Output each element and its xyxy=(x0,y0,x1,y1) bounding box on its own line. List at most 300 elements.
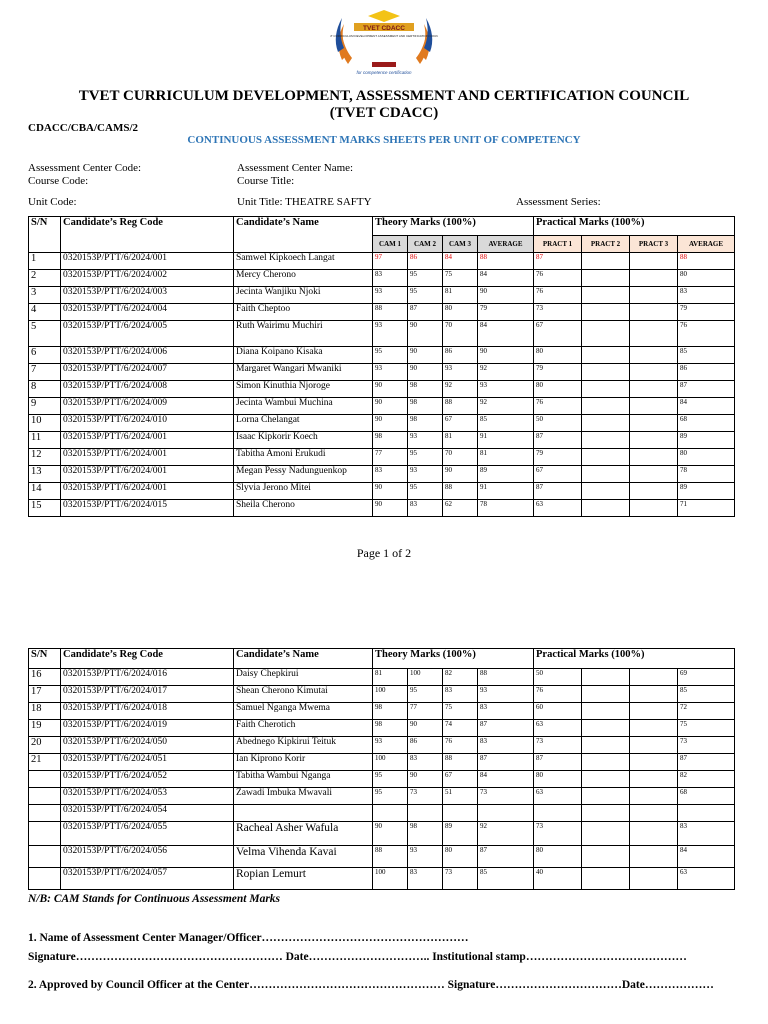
row-practical-average: 79 xyxy=(678,304,735,321)
row-cam2: 90 xyxy=(408,321,443,347)
row-cam3: 75 xyxy=(443,703,478,720)
row-pract3 xyxy=(630,686,678,703)
row-cam1 xyxy=(373,805,408,822)
row-cam1: 81 xyxy=(373,669,408,686)
row-cam3: 86 xyxy=(443,347,478,364)
row-sn: 7 xyxy=(29,364,61,381)
row-theory-average: 93 xyxy=(478,686,534,703)
row-pract3 xyxy=(630,364,678,381)
row-cam2: 95 xyxy=(408,270,443,287)
row-cam1: 77 xyxy=(373,449,408,466)
unit-code-label: Unit Code: xyxy=(28,196,77,208)
sn-header: S/N xyxy=(29,217,61,253)
row-pract3 xyxy=(630,846,678,868)
row-candidate-name: Samwel Kipkoech Langat xyxy=(234,253,373,270)
table-row xyxy=(29,805,735,822)
row-theory-average: 81 xyxy=(478,449,534,466)
row-cam1: 90 xyxy=(373,381,408,398)
row-practical-average: 83 xyxy=(678,287,735,304)
row-pract1: 40 xyxy=(534,868,582,890)
row-theory-average: 85 xyxy=(478,868,534,890)
row-sn: 6 xyxy=(29,347,61,364)
row-sn: 21 xyxy=(29,754,61,771)
row-cam1: 93 xyxy=(373,737,408,754)
row-cam2: 77 xyxy=(408,703,443,720)
row-candidate-name: Velma Vihenda Kavai xyxy=(234,846,373,868)
row-sn: 1 xyxy=(29,253,61,270)
signature-date-stamp-line: Signature……………………………………………… Date………………………….. Institutional stamp…………………………………… xyxy=(28,951,687,963)
row-pract2 xyxy=(582,432,630,449)
row-candidate-name: Abednego Kipkirui Teituk xyxy=(234,737,373,754)
row-pract3 xyxy=(630,720,678,737)
reg-code-header: Candidate’s Reg Code xyxy=(61,217,234,253)
row-cam1: 98 xyxy=(373,703,408,720)
row-theory-average: 83 xyxy=(478,737,534,754)
row-cam2: 90 xyxy=(408,364,443,381)
row-cam3: 67 xyxy=(443,771,478,788)
row-practical-average: 85 xyxy=(678,347,735,364)
row-pract2 xyxy=(582,788,630,805)
row-pract3 xyxy=(630,500,678,517)
table-row xyxy=(29,287,735,304)
row-candidate-name: Diana Koipano Kisaka xyxy=(234,347,373,364)
table-row xyxy=(29,321,735,347)
row-cam3: 75 xyxy=(443,270,478,287)
row-sn: 14 xyxy=(29,483,61,500)
cam-note: N/B: CAM Stands for Continuous Assessment Marks xyxy=(28,893,281,905)
row-theory-average: 79 xyxy=(478,304,534,321)
table-row xyxy=(29,754,735,771)
row-theory-average: 87 xyxy=(478,846,534,868)
row-pract1: 63 xyxy=(534,788,582,805)
row-pract2 xyxy=(582,846,630,868)
row-candidate-name xyxy=(234,805,373,822)
row-reg-code: 0320153P/PTT/6/2024/018 xyxy=(61,703,234,720)
cam3-header: CAM 3 xyxy=(443,236,478,253)
theory-marks-header: Theory Marks (100%) xyxy=(373,217,534,236)
row-cam3: 81 xyxy=(443,432,478,449)
row-cam3: 81 xyxy=(443,287,478,304)
row-sn xyxy=(29,822,61,846)
row-pract1: 80 xyxy=(534,771,582,788)
row-reg-code: 0320153P/PTT/6/2024/003 xyxy=(61,287,234,304)
row-cam3: 74 xyxy=(443,720,478,737)
row-reg-code: 0320153P/PTT/6/2024/001 xyxy=(61,449,234,466)
row-pract1: 87 xyxy=(534,432,582,449)
row-cam2: 90 xyxy=(408,347,443,364)
row-pract2 xyxy=(582,822,630,846)
row-cam3: 80 xyxy=(443,304,478,321)
row-pract2 xyxy=(582,500,630,517)
row-practical-average: 87 xyxy=(678,381,735,398)
row-sn: 2 xyxy=(29,270,61,287)
table-row xyxy=(29,669,735,686)
row-pract1: 63 xyxy=(534,720,582,737)
row-sn: 5 xyxy=(29,321,61,347)
row-cam2: 73 xyxy=(408,788,443,805)
row-sn: 17 xyxy=(29,686,61,703)
row-practical-average: 85 xyxy=(678,686,735,703)
table-row xyxy=(29,304,735,321)
row-sn: 11 xyxy=(29,432,61,449)
row-practical-average: 71 xyxy=(678,500,735,517)
row-pract1: 76 xyxy=(534,287,582,304)
row-candidate-name: Simon Kinuthia Njoroge xyxy=(234,381,373,398)
row-pract2 xyxy=(582,347,630,364)
row-cam2: 95 xyxy=(408,483,443,500)
row-practical-average: 63 xyxy=(678,868,735,890)
row-pract3 xyxy=(630,381,678,398)
row-cam1: 88 xyxy=(373,304,408,321)
assessment-series-label: Assessment Series: xyxy=(516,196,601,208)
row-cam3: 88 xyxy=(443,398,478,415)
row-cam1: 90 xyxy=(373,415,408,432)
row-cam2: 93 xyxy=(408,432,443,449)
row-cam1: 83 xyxy=(373,270,408,287)
row-pract3 xyxy=(630,321,678,347)
row-practical-average: 84 xyxy=(678,398,735,415)
center-name-label: Assessment Center Name: xyxy=(237,162,354,174)
row-theory-average xyxy=(478,805,534,822)
practical-marks-header: Practical Marks (100%) xyxy=(534,649,735,669)
row-sn: 8 xyxy=(29,381,61,398)
row-pract2 xyxy=(582,287,630,304)
row-pract3 xyxy=(630,805,678,822)
row-candidate-name: Samuel Nganga Mwema xyxy=(234,703,373,720)
table-row xyxy=(29,364,735,381)
candidate-name-header: Candidate’s Name xyxy=(234,649,373,669)
row-pract2 xyxy=(582,381,630,398)
table-row xyxy=(29,822,735,846)
row-pract3 xyxy=(630,788,678,805)
row-theory-average: 84 xyxy=(478,270,534,287)
row-theory-average: 91 xyxy=(478,432,534,449)
svg-text:for competence certification: for competence certification xyxy=(356,70,412,75)
row-reg-code: 0320153P/PTT/6/2024/001 xyxy=(61,466,234,483)
row-practical-average: 76 xyxy=(678,321,735,347)
row-theory-average: 73 xyxy=(478,788,534,805)
row-sn: 3 xyxy=(29,287,61,304)
row-cam1: 98 xyxy=(373,432,408,449)
row-theory-average: 89 xyxy=(478,466,534,483)
row-cam2: 98 xyxy=(408,822,443,846)
row-practical-average xyxy=(678,805,735,822)
row-cam2: 95 xyxy=(408,686,443,703)
table-row xyxy=(29,846,735,868)
row-pract2 xyxy=(582,270,630,287)
row-candidate-name: Faith Cherotich xyxy=(234,720,373,737)
row-pract3 xyxy=(630,415,678,432)
row-reg-code: 0320153P/PTT/6/2024/017 xyxy=(61,686,234,703)
row-pract1: 76 xyxy=(534,398,582,415)
row-pract1: 73 xyxy=(534,304,582,321)
row-cam1: 95 xyxy=(373,347,408,364)
row-practical-average: 73 xyxy=(678,737,735,754)
table-row xyxy=(29,449,735,466)
row-pract1 xyxy=(534,805,582,822)
row-sn: 10 xyxy=(29,415,61,432)
practical-marks-header: Practical Marks (100%) xyxy=(534,217,735,236)
row-candidate-name: Sheila Cherono xyxy=(234,500,373,517)
row-reg-code: 0320153P/PTT/6/2024/007 xyxy=(61,364,234,381)
row-cam1: 100 xyxy=(373,754,408,771)
cam1-header: CAM 1 xyxy=(373,236,408,253)
row-cam2: 83 xyxy=(408,500,443,517)
center-manager-line: 1. Name of Assessment Center Manager/Officer……………………………………………… xyxy=(28,932,469,944)
row-candidate-name: Ian Kiprono Korir xyxy=(234,754,373,771)
row-reg-code: 0320153P/PTT/6/2024/001 xyxy=(61,253,234,270)
table-row xyxy=(29,253,735,270)
row-candidate-name: Slyvia Jerono Mitei xyxy=(234,483,373,500)
table-row xyxy=(29,466,735,483)
row-cam1: 100 xyxy=(373,868,408,890)
table-row xyxy=(29,788,735,805)
row-cam3: 73 xyxy=(443,868,478,890)
row-cam3: 80 xyxy=(443,846,478,868)
row-practical-average: 69 xyxy=(678,669,735,686)
row-cam1: 90 xyxy=(373,822,408,846)
row-practical-average: 80 xyxy=(678,449,735,466)
row-theory-average: 92 xyxy=(478,364,534,381)
row-sn xyxy=(29,805,61,822)
row-pract1: 73 xyxy=(534,822,582,846)
row-reg-code: 0320153P/PTT/6/2024/005 xyxy=(61,321,234,347)
row-reg-code: 0320153P/PTT/6/2024/008 xyxy=(61,381,234,398)
course-code-label: Course Code: xyxy=(28,175,89,187)
row-reg-code: 0320153P/PTT/6/2024/054 xyxy=(61,805,234,822)
row-pract1: 87 xyxy=(534,253,582,270)
table-row xyxy=(29,868,735,890)
row-pract2 xyxy=(582,868,630,890)
council-officer-approval-line: 2. Approved by Council Officer at the Center…………………………………………… Signature……………………………Date……………… xyxy=(28,979,714,991)
row-cam3: 83 xyxy=(443,686,478,703)
row-reg-code: 0320153P/PTT/6/2024/051 xyxy=(61,754,234,771)
row-practical-average: 89 xyxy=(678,432,735,449)
row-pract2 xyxy=(582,805,630,822)
marks-table-page2 xyxy=(28,648,735,890)
row-pract2 xyxy=(582,720,630,737)
row-cam1: 95 xyxy=(373,788,408,805)
row-cam1: 90 xyxy=(373,500,408,517)
row-pract3 xyxy=(630,347,678,364)
row-pract2 xyxy=(582,415,630,432)
row-sn: 16 xyxy=(29,669,61,686)
row-pract2 xyxy=(582,703,630,720)
row-candidate-name: Isaac Kipkorir Koech xyxy=(234,432,373,449)
row-pract3 xyxy=(630,822,678,846)
cam2-header: CAM 2 xyxy=(408,236,443,253)
row-pract2 xyxy=(582,754,630,771)
row-reg-code: 0320153P/PTT/6/2024/055 xyxy=(61,822,234,846)
row-practical-average: 80 xyxy=(678,270,735,287)
row-practical-average: 89 xyxy=(678,483,735,500)
row-candidate-name: Ruth Wairimu Muchiri xyxy=(234,321,373,347)
row-pract1: 79 xyxy=(534,449,582,466)
row-reg-code: 0320153P/PTT/6/2024/001 xyxy=(61,432,234,449)
row-reg-code: 0320153P/PTT/6/2024/001 xyxy=(61,483,234,500)
row-pract1: 80 xyxy=(534,381,582,398)
row-practical-average: 78 xyxy=(678,466,735,483)
row-practical-average: 83 xyxy=(678,822,735,846)
row-pract3 xyxy=(630,398,678,415)
row-reg-code: 0320153P/PTT/6/2024/016 xyxy=(61,669,234,686)
row-cam2: 86 xyxy=(408,737,443,754)
row-pract2 xyxy=(582,483,630,500)
row-pract1: 67 xyxy=(534,466,582,483)
row-sn xyxy=(29,846,61,868)
row-reg-code: 0320153P/PTT/6/2024/057 xyxy=(61,868,234,890)
row-theory-average: 88 xyxy=(478,669,534,686)
row-practical-average: 86 xyxy=(678,364,735,381)
row-practical-average: 72 xyxy=(678,703,735,720)
row-pract2 xyxy=(582,364,630,381)
row-pract2 xyxy=(582,321,630,347)
row-pract1: 67 xyxy=(534,321,582,347)
row-pract3 xyxy=(630,868,678,890)
table-row xyxy=(29,432,735,449)
row-practical-average: 68 xyxy=(678,415,735,432)
row-pract1: 63 xyxy=(534,500,582,517)
row-sn: 12 xyxy=(29,449,61,466)
row-sn: 13 xyxy=(29,466,61,483)
row-reg-code: 0320153P/PTT/6/2024/052 xyxy=(61,771,234,788)
row-cam1: 90 xyxy=(373,398,408,415)
row-candidate-name: Megan Pessy Nadunguenkop xyxy=(234,466,373,483)
page-number: Page 1 of 2 xyxy=(356,546,412,560)
row-cam1: 95 xyxy=(373,771,408,788)
row-cam2: 90 xyxy=(408,771,443,788)
row-pract2 xyxy=(582,669,630,686)
row-candidate-name: Tabitha Wambui Nganga xyxy=(234,771,373,788)
row-pract3 xyxy=(630,270,678,287)
row-pract1: 76 xyxy=(534,270,582,287)
row-cam3: 76 xyxy=(443,737,478,754)
row-candidate-name: Daisy Chepkirui xyxy=(234,669,373,686)
row-reg-code: 0320153P/PTT/6/2024/015 xyxy=(61,500,234,517)
row-candidate-name: Jecinta Wambui Muchina xyxy=(234,398,373,415)
row-pract1: 73 xyxy=(534,737,582,754)
row-cam1: 100 xyxy=(373,686,408,703)
row-cam2: 83 xyxy=(408,754,443,771)
row-theory-average: 87 xyxy=(478,754,534,771)
row-cam2: 98 xyxy=(408,398,443,415)
row-cam3: 67 xyxy=(443,415,478,432)
row-cam2 xyxy=(408,805,443,822)
table-row xyxy=(29,398,735,415)
row-pract2 xyxy=(582,686,630,703)
row-practical-average: 82 xyxy=(678,771,735,788)
row-cam1: 97 xyxy=(373,253,408,270)
row-pract1: 50 xyxy=(534,415,582,432)
practical-average-header: AVERAGE xyxy=(678,236,735,253)
row-reg-code: 0320153P/PTT/6/2024/056 xyxy=(61,846,234,868)
row-reg-code: 0320153P/PTT/6/2024/019 xyxy=(61,720,234,737)
course-title-label: Course Title: xyxy=(237,175,295,187)
row-theory-average: 84 xyxy=(478,321,534,347)
table-row xyxy=(29,686,735,703)
row-cam2: 90 xyxy=(408,720,443,737)
row-theory-average: 90 xyxy=(478,347,534,364)
candidate-name-header: Candidate’s Name xyxy=(234,217,373,253)
row-sn xyxy=(29,788,61,805)
row-pract1: 79 xyxy=(534,364,582,381)
row-pract2 xyxy=(582,398,630,415)
council-title: TVET CURRICULUM DEVELOPMENT, ASSESSMENT AND CERTIFICATION COUNCIL xyxy=(78,88,690,104)
document-code: CDACC/CBA/CAMS/2 xyxy=(28,122,138,134)
row-candidate-name: Tabitha Amoni Erukudi xyxy=(234,449,373,466)
row-reg-code: 0320153P/PTT/6/2024/004 xyxy=(61,304,234,321)
council-abbrev: (TVET CDACC) xyxy=(329,105,439,121)
svg-text:TVET CURRICULUM DEVELOPMENT AS: TVET CURRICULUM DEVELOPMENT ASSESSMENT AND CERTIFICATION COUNCIL xyxy=(330,34,438,38)
row-candidate-name: Faith Cheptoo xyxy=(234,304,373,321)
row-candidate-name: Racheal Asher Wafula xyxy=(234,822,373,846)
row-sn: 18 xyxy=(29,703,61,720)
pract2-header: PRACT 2 xyxy=(582,236,630,253)
row-cam2: 87 xyxy=(408,304,443,321)
row-pract1: 60 xyxy=(534,703,582,720)
unit-title-label: Unit Title: THEATRE SAFTY xyxy=(237,196,372,208)
row-theory-average: 88 xyxy=(478,253,534,270)
row-cam3 xyxy=(443,805,478,822)
row-cam2: 95 xyxy=(408,287,443,304)
row-pract2 xyxy=(582,253,630,270)
table-row xyxy=(29,415,735,432)
row-pract2 xyxy=(582,737,630,754)
row-pract2 xyxy=(582,466,630,483)
row-cam3: 90 xyxy=(443,466,478,483)
center-code-label: Assessment Center Code: xyxy=(28,162,142,174)
row-candidate-name: Jecinta Wanjiku Njoki xyxy=(234,287,373,304)
tvet-cdacc-logo xyxy=(330,6,438,82)
row-sn: 20 xyxy=(29,737,61,754)
row-cam3: 92 xyxy=(443,381,478,398)
sn-header: S/N xyxy=(29,649,61,669)
row-cam3: 82 xyxy=(443,669,478,686)
row-cam1: 93 xyxy=(373,287,408,304)
row-pract3 xyxy=(630,466,678,483)
row-sn: 19 xyxy=(29,720,61,737)
row-candidate-name: Mercy Cherono xyxy=(234,270,373,287)
row-pract3 xyxy=(630,483,678,500)
row-sn: 4 xyxy=(29,304,61,321)
row-sn: 9 xyxy=(29,398,61,415)
pract3-header: PRACT 3 xyxy=(630,236,678,253)
row-pract2 xyxy=(582,304,630,321)
row-reg-code: 0320153P/PTT/6/2024/002 xyxy=(61,270,234,287)
row-cam2: 100 xyxy=(408,669,443,686)
row-pract3 xyxy=(630,304,678,321)
table-row xyxy=(29,381,735,398)
row-cam3: 84 xyxy=(443,253,478,270)
table-row xyxy=(29,270,735,287)
row-pract3 xyxy=(630,253,678,270)
row-pract1: 87 xyxy=(534,483,582,500)
row-sn: 15 xyxy=(29,500,61,517)
row-cam1: 98 xyxy=(373,720,408,737)
row-reg-code: 0320153P/PTT/6/2024/009 xyxy=(61,398,234,415)
row-reg-code: 0320153P/PTT/6/2024/050 xyxy=(61,737,234,754)
table-row xyxy=(29,737,735,754)
row-cam2: 83 xyxy=(408,868,443,890)
row-cam3: 51 xyxy=(443,788,478,805)
row-theory-average: 84 xyxy=(478,771,534,788)
table-row xyxy=(29,703,735,720)
row-cam3: 70 xyxy=(443,321,478,347)
theory-average-header: AVERAGE xyxy=(478,236,534,253)
marks-table-page1 xyxy=(28,216,735,517)
row-pract1: 80 xyxy=(534,347,582,364)
row-pract3 xyxy=(630,703,678,720)
